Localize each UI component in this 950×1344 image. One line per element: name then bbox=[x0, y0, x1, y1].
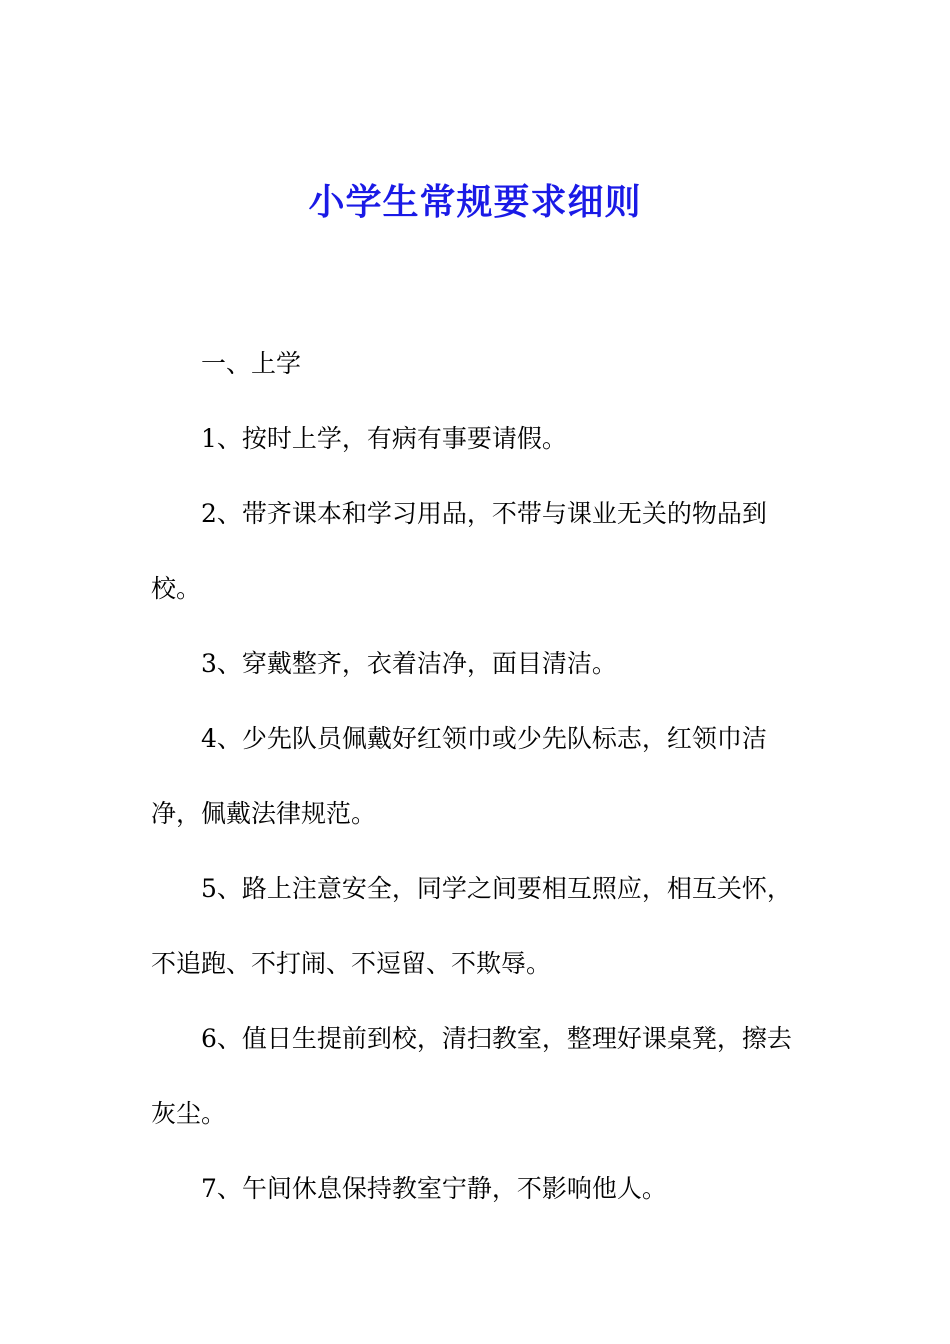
rule-item-5: 5、路上注意安全，同学之间要相互照应，相互关怀，不追跑、不打闹、不逗留、不欺辱。 bbox=[151, 874, 792, 978]
section-heading: 一、上学 bbox=[201, 349, 302, 378]
page-title: 小学生常规要求细则 bbox=[308, 182, 642, 223]
rule-item-2: 2、带齐课本和学习用品，不带与课业无关的物品到校。 bbox=[151, 499, 767, 603]
rule-item-4: 4、少先队员佩戴好红领巾或少先队标志，红领巾洁净，佩戴法律规范。 bbox=[151, 724, 767, 828]
rule-item-1: 1、按时上学，有病有事要请假。 bbox=[201, 424, 567, 453]
rule-item-7: 7、午间休息保持教室宁静，不影响他人。 bbox=[201, 1174, 667, 1203]
rule-item-3: 3、穿戴整齐，衣着洁净，面目清洁。 bbox=[201, 649, 617, 678]
document-body bbox=[151, 326, 803, 1226]
rule-item-6: 6、值日生提前到校，清扫教室，整理好课桌凳，擦去灰尘。 bbox=[151, 1024, 792, 1128]
